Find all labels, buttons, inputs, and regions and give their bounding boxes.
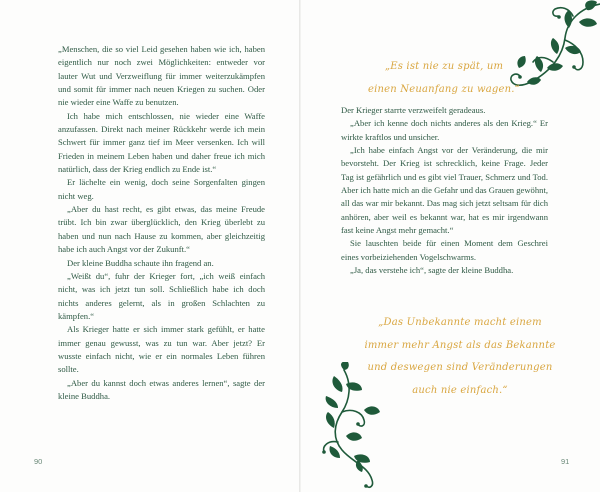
left-body-text (58, 43, 265, 403)
paragraph: Er lächelte ein wenig, doch seine Sorgenfalten gingen nicht weg. (58, 177, 265, 201)
paragraph: „Weißt du“, fuhr der Krieger fort, „ich weiß einfach nicht, was ich jetzt tun soll. Schließlich habe ich doch nichts anderes gelernt, als in großen Schlachten zu kämpfen.“ (58, 270, 265, 321)
paragraph: „Ja, das verstehe ich“, sagte der kleine Buddha. (350, 265, 514, 276)
page-number-left: 90 (34, 457, 43, 466)
right-body-text (341, 104, 548, 277)
paragraph: Sie lauschten beide für einen Moment dem Geschrei eines vorbeiziehenden Vogelschwarms. (341, 238, 548, 262)
quote-line: auch nie einfach.“ (412, 384, 508, 396)
paragraph: Als Krieger hatte er sich immer stark gefühlt, er hatte immer genau gewusst, was zu tun war. Aber jetzt? Er wusste einfach nicht, wie er ein normales Leben führen sollte. (58, 324, 265, 375)
quote-line: „Das Unbekannte macht einem (378, 317, 542, 328)
paragraph: „Aber ich kenne doch nichts anderes als den Krieg.“ Er wirkte kraftlos und unsicher. (341, 118, 548, 142)
left-page (0, 0, 299, 492)
quote-line: einen Neuanfang zu wagen.“ (368, 83, 520, 95)
quote-line: und deswegen sind Veränderungen (367, 362, 553, 373)
right-page (301, 0, 600, 492)
paragraph: Der kleine Buddha schaute ihn fragend an. (67, 257, 214, 268)
paragraph: „Ich habe einfach Angst vor der Veränderung, die mir bevorsteht. Der Krieg ist schrecklich, keine Frage. Jeder Tag ist gefährlich und es gibt viel Trauer, Schmerz und Tod. Aber ich hatte mich an die Gefahr und das Grauen gewöhnt, all das war mir bekannt. Das mag sich jetzt seltsam für dich anhören, aber weil es bekannt war, hat es mir irgendwann fast keine Angst mehr gemacht.“ (341, 145, 548, 236)
quote-top (359, 56, 529, 101)
paragraph: Ich habe mich entschlossen, nie wieder eine Waffe anzufassen. Direkt nach meiner Rückkehr werde ich mein Schwert für immer ganz tief im Meer versenken. Ich will Frieden in meinem Leben haben und daher freue ich mich natürlich, dass der Krieg endlich zu Ende ist.“ (58, 110, 265, 175)
page-number-right: 91 (561, 457, 570, 466)
quote-line: „Es ist nie zu spät, um (384, 61, 504, 72)
paragraph: „Menschen, die so viel Leid gesehen haben wie ich, haben eigentlich nur noch zwei Möglichkeiten: entweder vor lauter Wut und Verzweiflung für immer weiterzukämpfen und somit für immer nach neuen Kriegen zu suchen. Oder nie wieder eine Waffe zu benutzen. (58, 44, 265, 108)
floral-vine-ornament-icon (316, 362, 388, 490)
quote-bottom (359, 312, 561, 402)
quote-line: immer mehr Angst als das Bekannte (364, 339, 556, 351)
paragraph: „Aber du hast recht, es gibt etwas, das meine Freude trübt. Ich bin zwar überglücklich, den Krieg überlebt zu haben und nun nach Hause zu kommen, aber gleichzeitig habe ich auch Angst vor der Zukunft.“ (58, 204, 265, 255)
paragraph: „Aber du kannst doch etwas anderes lernen“, sagte der kleine Buddha. (58, 377, 265, 401)
paragraph: Der Krieger starrte verzweifelt geradeaus. (341, 105, 486, 115)
